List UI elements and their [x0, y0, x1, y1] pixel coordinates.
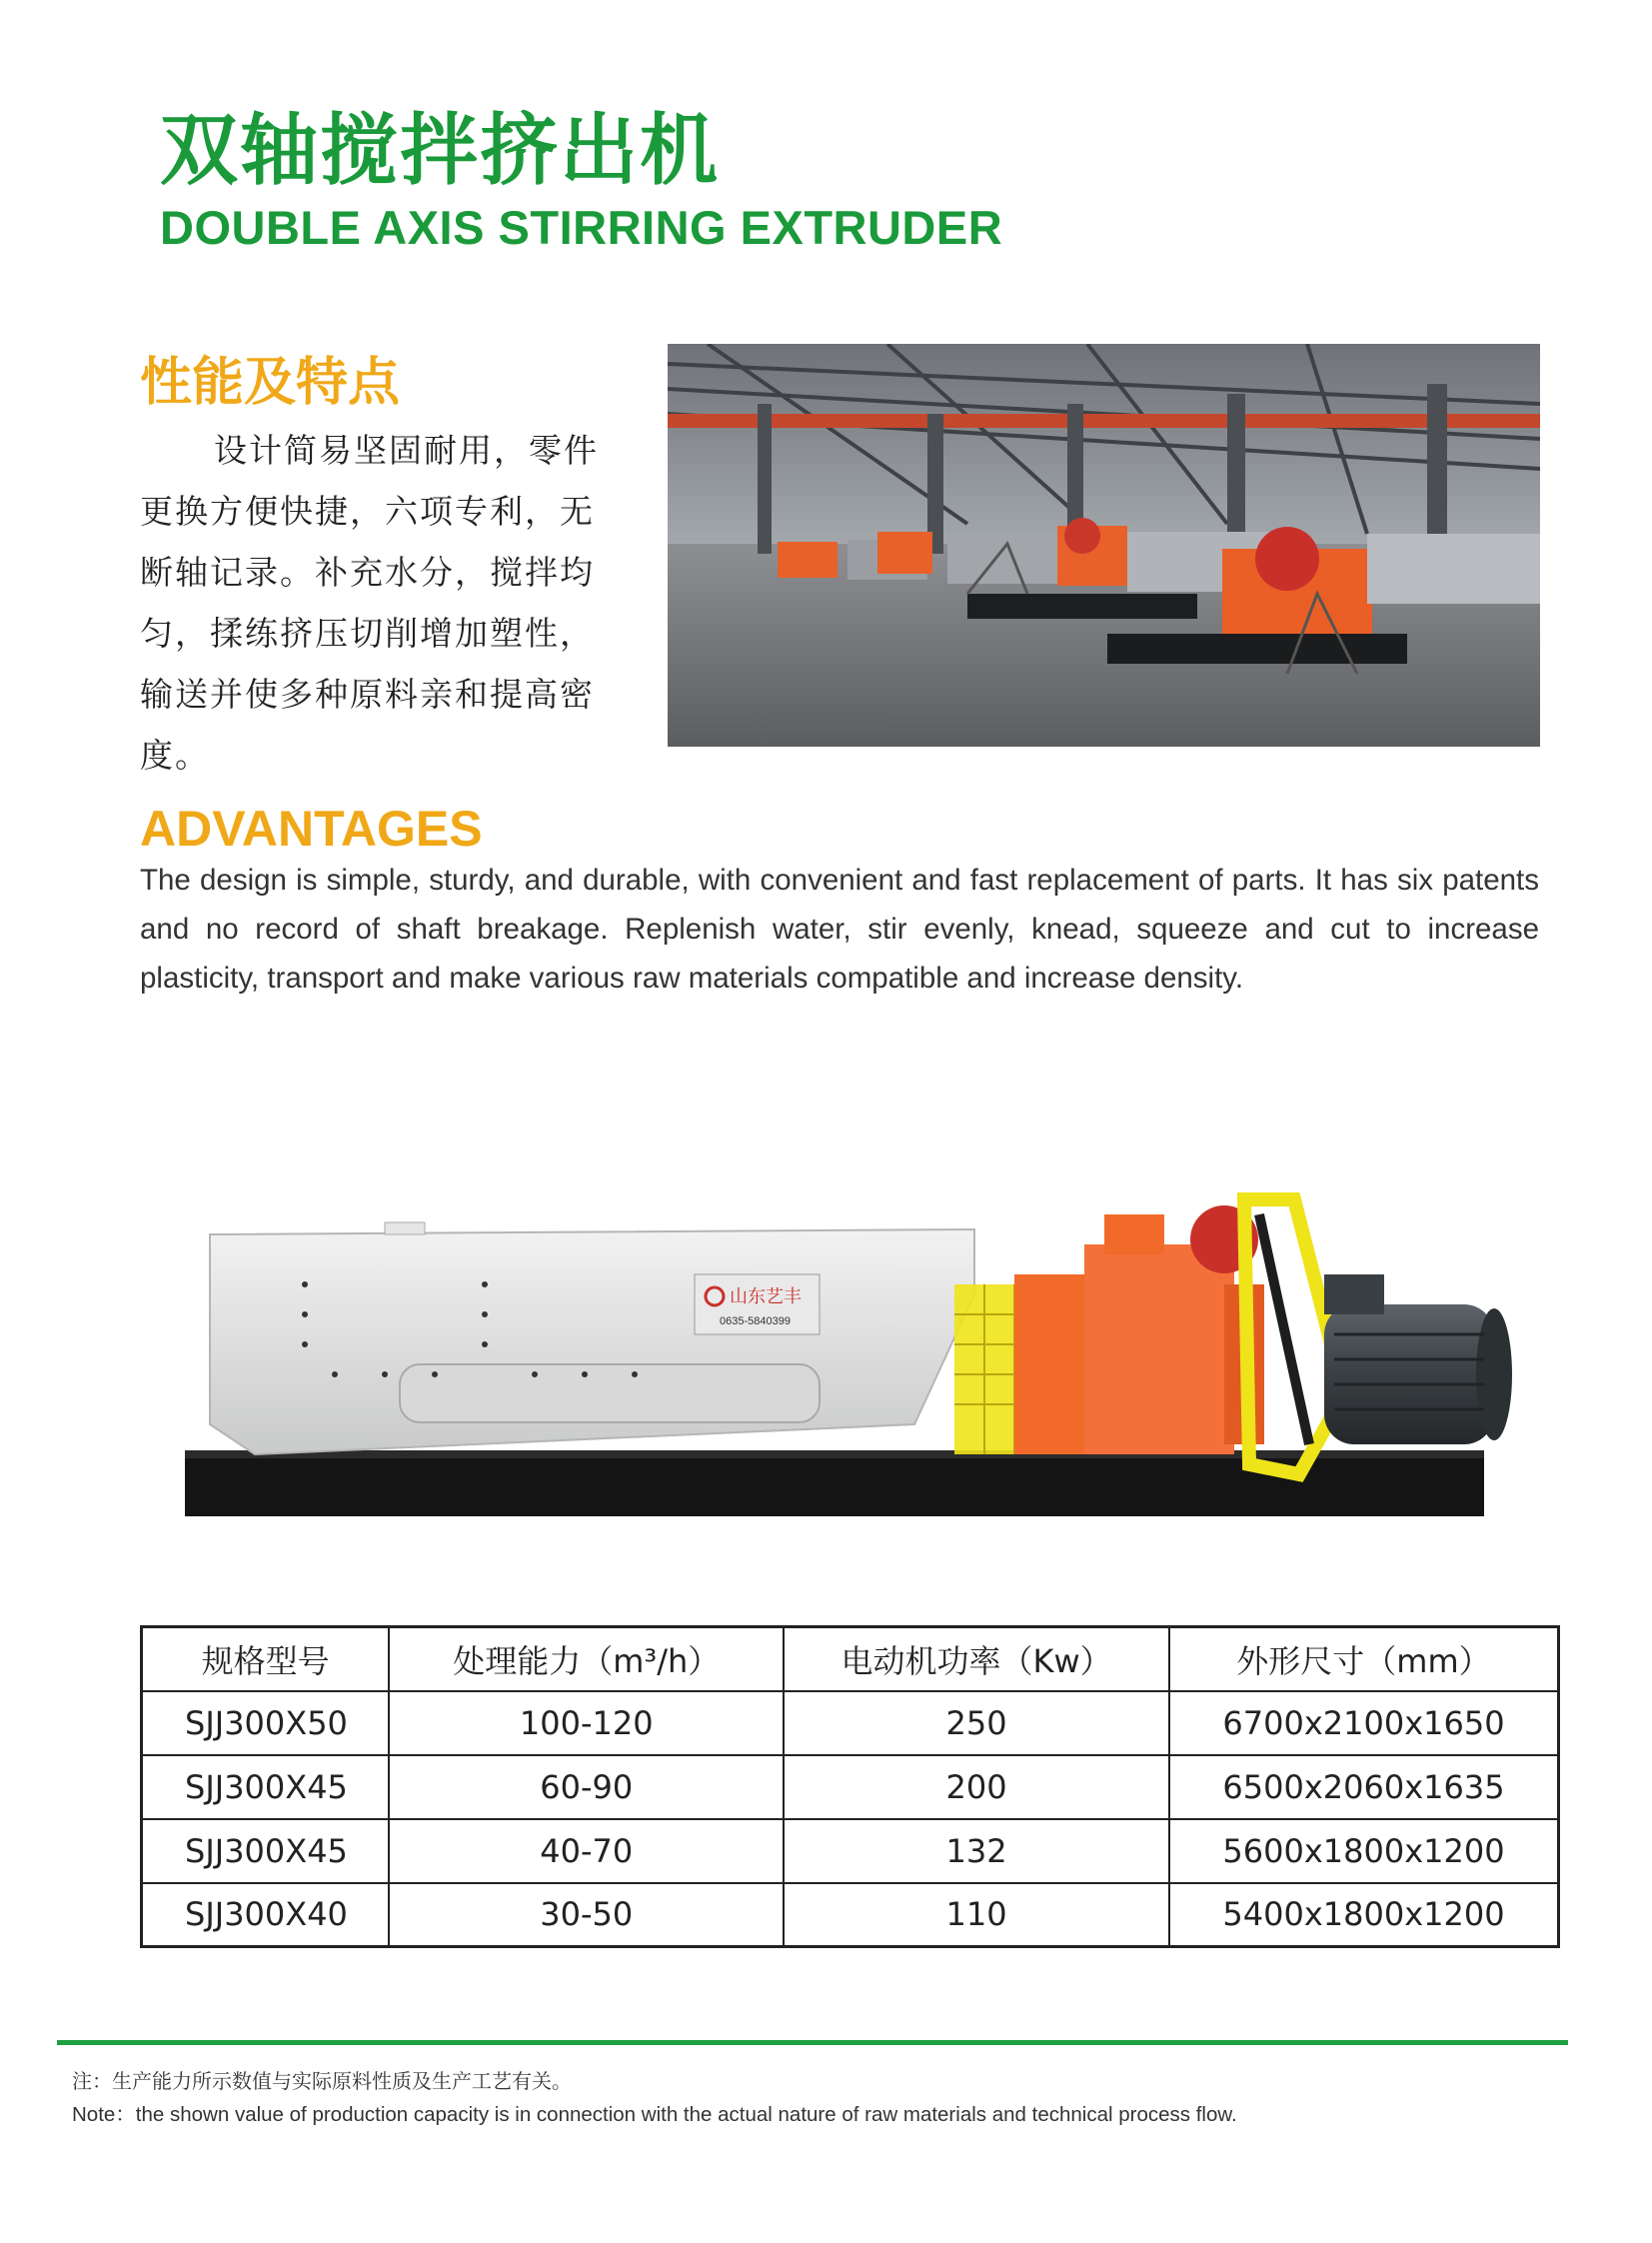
cell-capacity: 30-50	[389, 1883, 784, 1947]
factory-photo	[668, 344, 1540, 747]
extruder-machine-image	[185, 1174, 1519, 1519]
advantages-text: The design is simple, sturdy, and durable, with convenient and fast replacement of parts. It has six patents and no record of shaft breakage. Replenish water, stir evenly, knead, squeeze and cut to increase plasticity, transport and make various raw materials compatible and increase density.	[140, 864, 1539, 995]
table-row	[142, 1691, 1559, 1755]
col-header-capacity: 处理能力（m³/h）	[389, 1627, 784, 1691]
cell-power: 110	[784, 1883, 1169, 1947]
cell-model: SJJ300X50	[142, 1691, 390, 1755]
footnote-en: Note：the shown value of production capacity is in connection with the actual nature of raw materials and technical process flow.	[72, 2103, 1237, 2126]
specs-table	[140, 1625, 1560, 1948]
footer-divider	[57, 2040, 1568, 2045]
features-text: 设计简易坚固耐用，零件更换方便快捷，六项专利，无断轴记录。补充水分，搅拌均匀，揉练挤压切削增加塑性，输送并使多种原料亲和提高密度。	[140, 431, 599, 775]
table-row	[142, 1755, 1559, 1819]
cell-dimensions: 6500x2060x1635	[1169, 1755, 1559, 1819]
cell-power: 132	[784, 1819, 1169, 1883]
cell-capacity: 60-90	[389, 1755, 784, 1819]
cell-capacity: 100-120	[389, 1691, 784, 1755]
col-header-dimensions: 外形尺寸（mm）	[1169, 1627, 1559, 1691]
features-heading: 性能及特点	[140, 353, 401, 413]
page-title-en: DOUBLE AXIS STIRRING EXTRUDER	[160, 201, 1003, 254]
cell-model: SJJ300X45	[142, 1755, 390, 1819]
plate-brand: 山东艺丰	[730, 1286, 802, 1307]
footnote-cn: 注：生产能力所示数值与实际原料性质及生产工艺有关。	[72, 2069, 572, 2093]
cell-power: 200	[784, 1755, 1169, 1819]
page-title-cn: 双轴搅拌挤出机	[160, 106, 721, 196]
col-header-model: 规格型号	[142, 1627, 390, 1691]
cell-model: SJJ300X40	[142, 1883, 390, 1947]
advantages-heading: ADVANTAGES	[140, 801, 483, 857]
cell-dimensions: 6700x2100x1650	[1169, 1691, 1559, 1755]
col-header-power: 电动机功率（Kw）	[784, 1627, 1169, 1691]
cell-dimensions: 5600x1800x1200	[1169, 1819, 1559, 1883]
cell-model: SJJ300X45	[142, 1819, 390, 1883]
cell-power: 250	[784, 1691, 1169, 1755]
specs-header-row	[142, 1627, 1559, 1691]
table-row	[142, 1883, 1559, 1947]
table-row	[142, 1819, 1559, 1883]
cell-capacity: 40-70	[389, 1819, 784, 1883]
plate-phone: 0635-5840399	[720, 1315, 791, 1327]
cell-dimensions: 5400x1800x1200	[1169, 1883, 1559, 1947]
